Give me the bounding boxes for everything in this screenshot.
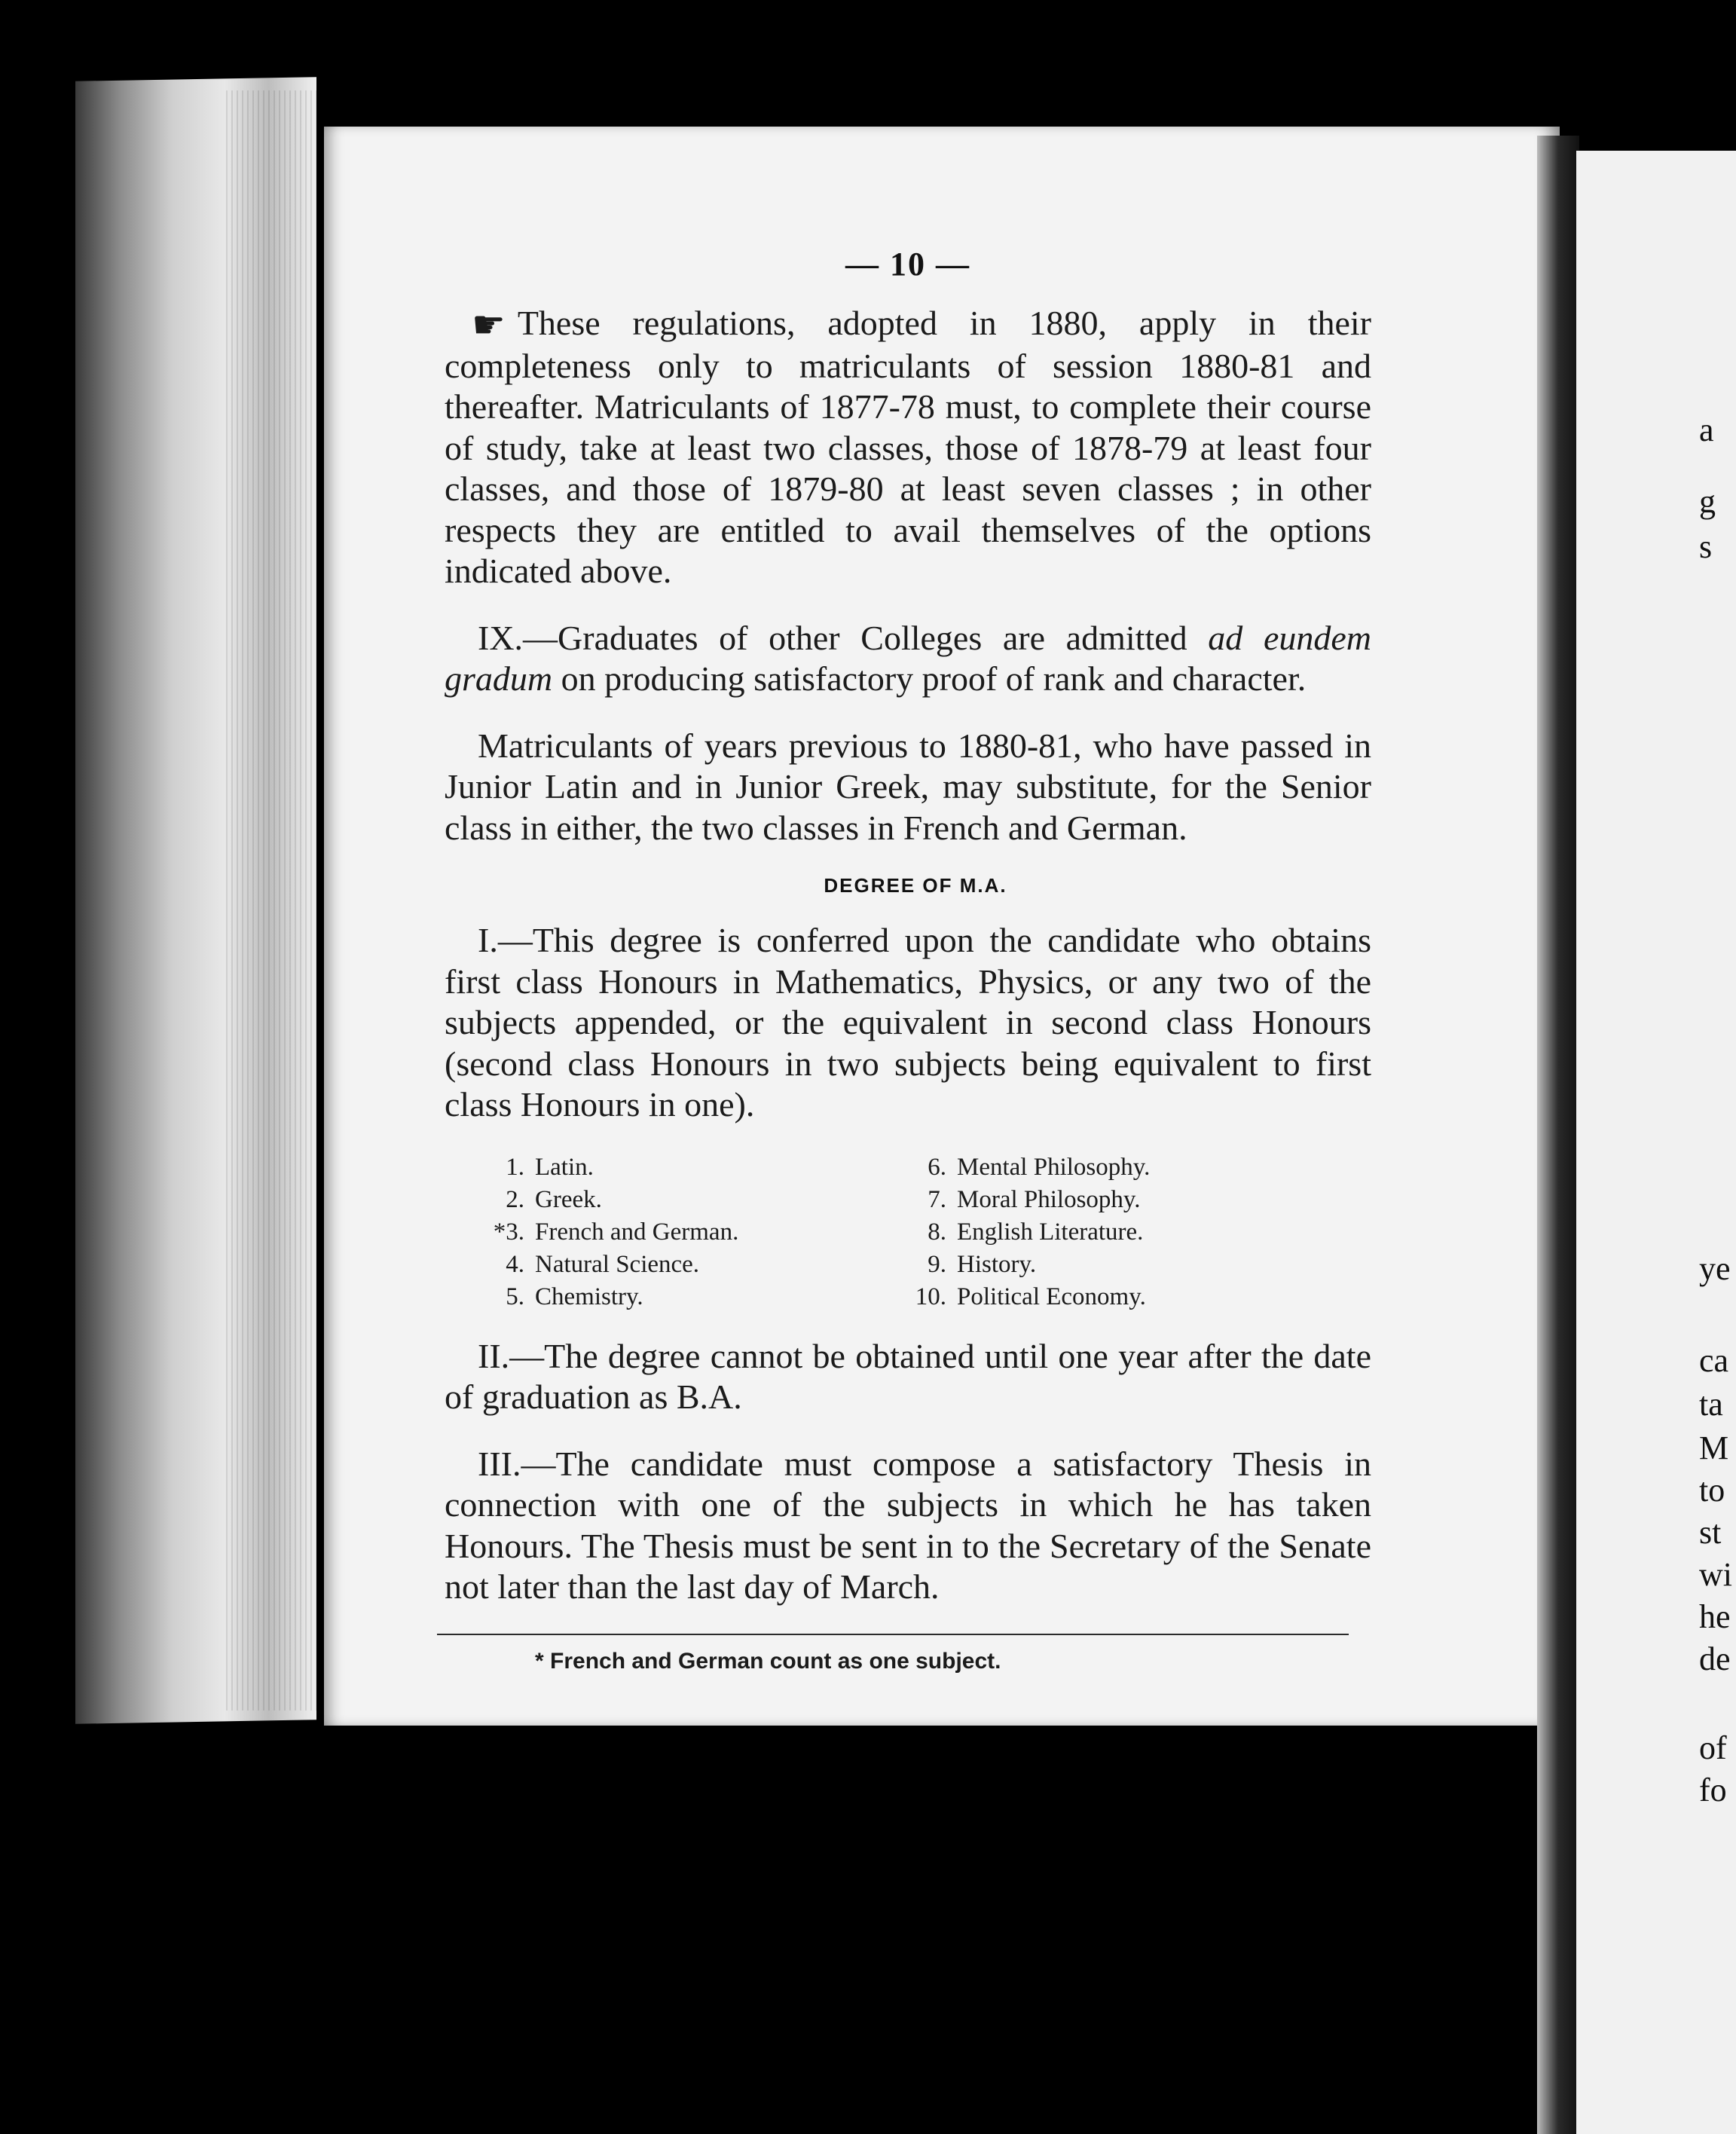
facing-page-fragment: s [1699, 528, 1713, 565]
section-ix-prefix: IX.—Graduates of other Colleges are admitted [478, 618, 1209, 657]
facing-page-fragment: ye [1699, 1250, 1731, 1287]
notice-text: These regulations, adopted in 1880, apply in their completeness only to matriculants of session 1880-81 and thereafter. Matriculants of 1877-78 must, to complete their course of study, take at least two classes, those of 1878-79 at least four classes, and those of 1879-80 at least seven classes ; in other respects they are entitled to avail themselves of the options indicated above. [445, 304, 1371, 590]
notice-paragraph [445, 303, 1371, 592]
subject-number: 7. [928, 1185, 946, 1213]
rule-3-paragraph: III.—The candidate must compose a satisfactory Thesis in connection with one of the subjects in which he has taken Honours. The Thesis must be sent in to the Secretary of the Senate not later than the last day of March. [445, 1444, 1371, 1606]
list-item [490, 1184, 882, 1216]
list-item [490, 1216, 882, 1249]
list-item [912, 1249, 1150, 1281]
subject-name: Mental Philosophy. [957, 1153, 1151, 1181]
facing-page-fragment: wi [1699, 1556, 1732, 1593]
subject-number: 4. [506, 1250, 524, 1278]
subject-number: 8. [928, 1218, 946, 1246]
subject-number: 1. [506, 1153, 524, 1181]
footnote-divider [437, 1634, 1349, 1635]
subject-name: Political Economy. [957, 1283, 1146, 1310]
subject-name: Moral Philosophy. [957, 1185, 1141, 1213]
subjects-column-left [445, 1151, 882, 1313]
book-gutter [1537, 136, 1579, 2134]
list-item [912, 1184, 1150, 1216]
facing-page-fragment: fo [1699, 1772, 1727, 1808]
list-item [912, 1281, 1150, 1313]
facing-page-fragment: of [1699, 1729, 1727, 1766]
subject-name: French and German. [535, 1218, 739, 1246]
page-content [445, 245, 1371, 1674]
subject-name: Chemistry. [535, 1283, 643, 1310]
section-ix-paragraph [445, 618, 1371, 700]
section-ix-latin-phrase: ad eundem gradum [445, 618, 1371, 698]
facing-page-fragment: to [1699, 1472, 1725, 1509]
section-ix-suffix: on producing satisfactory proof of rank and character. [552, 659, 1307, 698]
pointing-hand-icon: ☛ [472, 304, 506, 346]
page-stack [226, 90, 332, 1711]
facing-page-fragment: ca [1699, 1342, 1729, 1379]
list-item [490, 1281, 882, 1313]
subject-name: Natural Science. [535, 1250, 700, 1278]
facing-page-fragment: ta [1699, 1386, 1723, 1423]
subject-name: Greek. [535, 1185, 602, 1213]
rule-2-paragraph: II.—The degree cannot be obtained until one year after the date of graduation as B.A. [445, 1336, 1371, 1416]
list-item [490, 1151, 882, 1184]
subjects-column-right [882, 1151, 1150, 1313]
facing-page-fragment: he [1699, 1598, 1731, 1635]
facing-page-fragment: a [1699, 411, 1714, 448]
page-number: — 10 — [845, 246, 970, 283]
subject-number: 6. [928, 1153, 946, 1181]
subject-number: 5. [506, 1283, 524, 1310]
subject-name: History. [957, 1250, 1037, 1278]
rule-1-paragraph: I.—This degree is conferred upon the candidate who obtains first class Honours in Mathematics, Physics, or any two of the subjects appended, or the equivalent in second class Honours (second class Honours in two subjects being equivalent to first class Honours in one). [445, 921, 1371, 1124]
subject-name: English Literature. [957, 1218, 1144, 1246]
subject-name: Latin. [535, 1153, 594, 1181]
facing-page-fragment: g [1699, 483, 1716, 520]
section-heading: DEGREE OF M.A. [824, 874, 1007, 897]
subjects-list [445, 1151, 1371, 1313]
subject-number: 9. [928, 1250, 946, 1278]
list-item [912, 1151, 1150, 1184]
list-item [912, 1216, 1150, 1249]
subject-number: 10. [915, 1283, 946, 1310]
subject-number: *3. [493, 1218, 524, 1246]
facing-page-fragment: M [1699, 1429, 1729, 1466]
facing-page-fragment: st [1699, 1514, 1722, 1551]
list-item [490, 1249, 882, 1281]
matriculants-paragraph: Matriculants of years previous to 1880-81, who have passed in Junior Latin and in Junior Greek, may substitute, for the Senior class in either, the two classes in French and German. [445, 726, 1371, 847]
subject-number: 2. [506, 1185, 524, 1213]
footnote: * French and German count as one subject. [535, 1648, 1001, 1674]
facing-page-fragment: de [1699, 1640, 1731, 1677]
